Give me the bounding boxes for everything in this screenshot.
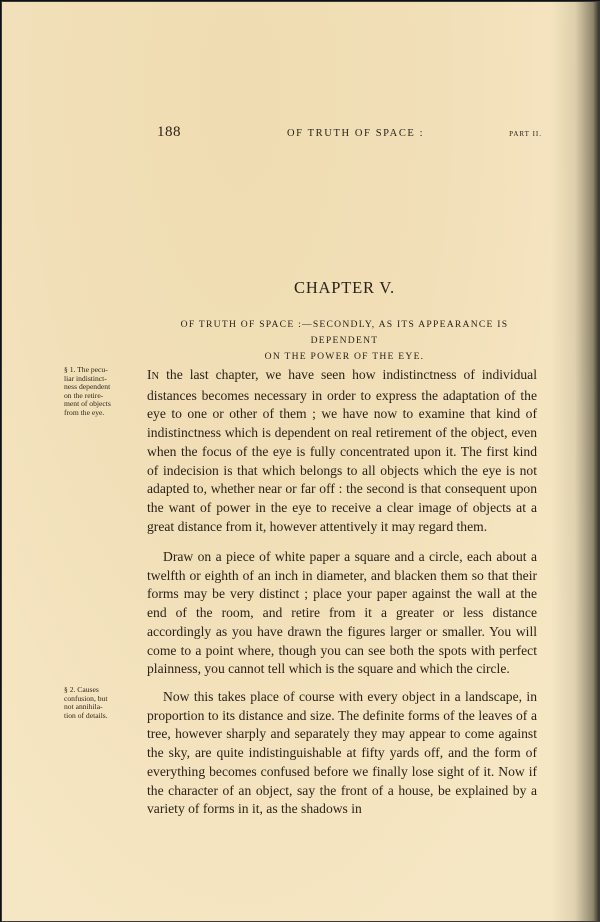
- running-head-part: PART II.: [509, 130, 542, 138]
- paragraph-1-text: the last chapter, we have seen how indistinctness of individual distances becomes necessary in order to express the adaptation of the eye to one or other of them ; we have now to examine that kind of indistinctness which is dependent on real retirement of the object, even when the focus of the eye is fully concentrated upon it. The first kind of indecision is that which belongs to all objects which the eye is not adapted to, whether near or far off : the second is that consequent upon the want of power in the eye to receive a clear image of objects at a great distance from it, however attentively it may regard them.: [147, 367, 537, 534]
- side-note-line: § 2. Causes: [64, 685, 99, 694]
- running-head: [157, 126, 542, 142]
- side-note-line: liar indistinct-: [64, 373, 107, 383]
- side-note-line: ment of objects: [64, 399, 111, 409]
- side-note-line: confusion, but: [64, 693, 108, 703]
- chapter-title: CHAPTER V.: [294, 278, 395, 297]
- side-note-line: not annihila-: [64, 702, 103, 712]
- side-note-line: from the eye.: [64, 407, 105, 417]
- page-number: 188: [157, 124, 181, 140]
- side-note-section-1: [64, 366, 136, 418]
- paragraph-1: [147, 366, 537, 536]
- chapter-subtitle-line-2: ON THE POWER OF THE EYE.: [264, 351, 425, 362]
- paragraph-2-text: Draw on a piece of white paper a square and a circle, each about a twelfth or eighth of an inch in diameter, and blacken them so that their forms may be very distinct ; place your paper against the wall at the end of the room, and retire from it a greater or less distance accordingly as you have drawn the figures larger or smaller. You will come to a point where, though you can see both the spots with perfect plainness, you cannot tell which is the square and which the circle.: [147, 549, 537, 677]
- side-note-line: on the retire-: [64, 390, 104, 400]
- running-head-title: OF TRUTH OF SPACE :: [287, 128, 425, 139]
- side-note-line: ness dependent: [64, 382, 111, 392]
- paragraph-3: [147, 688, 537, 819]
- side-note-section-2: [64, 686, 136, 720]
- paragraph-3-text: Now this takes place of course with every object in a landscape, in proportion to its distance and size. The definite forms of the leaves of a tree, however sharply and separately they may appear to come against the sky, are quite indistinguishable at fifty yards off, and the form of everything becomes confused before we finally lose sight of it. Now if the character of an object, say the front of a house, be explained by a variety of forms in it, as the shadows in: [147, 689, 537, 817]
- chapter-subtitle-line-1: OF TRUTH OF SPACE :—SECONDLY, AS ITS APPEARANCE IS DEPENDENT: [180, 319, 509, 346]
- side-note-line: tion of details.: [64, 710, 108, 720]
- paragraph-2: [147, 548, 537, 679]
- opening-initial: I: [147, 367, 152, 382]
- chapter-subtitle: [147, 317, 542, 365]
- side-note-line: § 1. The pecu-: [64, 365, 108, 374]
- book-page: [1, 1, 600, 922]
- opening-small-cap: N: [151, 371, 160, 382]
